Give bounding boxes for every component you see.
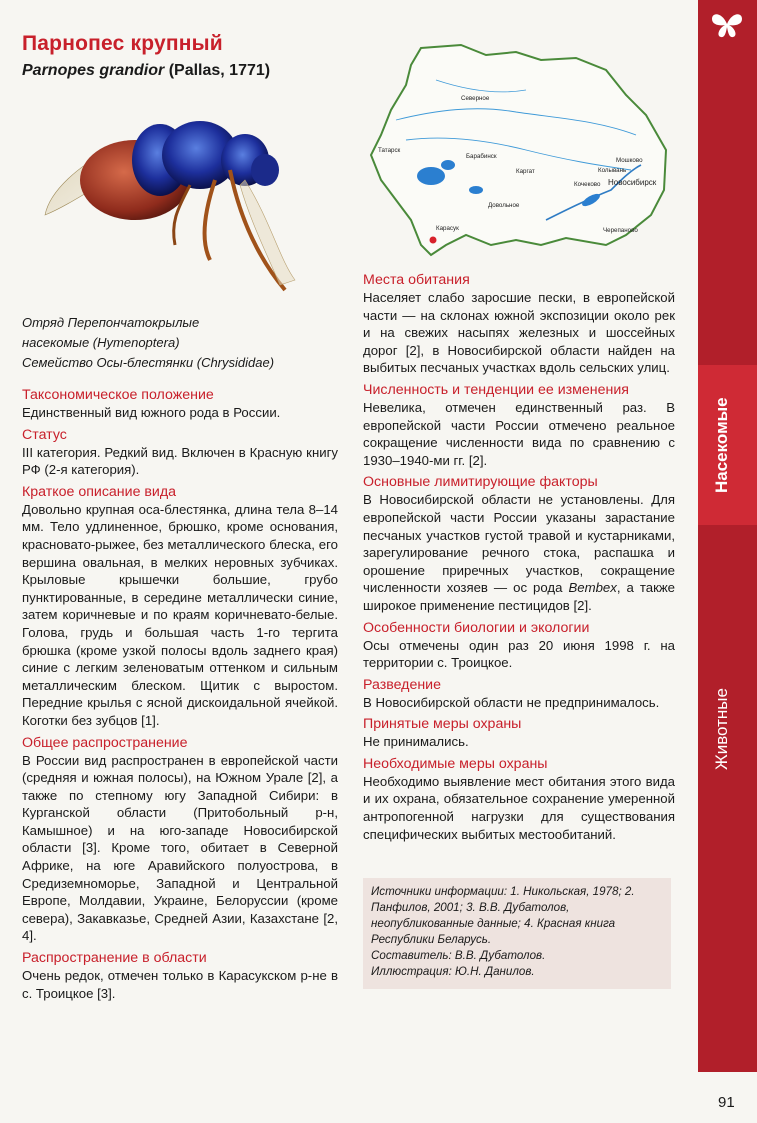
sources-compiler: Составитель: В.В. Дубатолов. [371, 949, 546, 962]
wasp-illustration [40, 110, 300, 310]
section-heading: Необходимые меры охраны [363, 755, 548, 772]
taxonomy-order: Отряд Перепончатокрылые [22, 315, 200, 330]
section-heading: Распространение в области [22, 950, 207, 967]
map-label: Кочеково [574, 181, 601, 188]
section-text: В России вид распространен в европейской части (средняя и южная полосы), на Южном Урале [2], а также по степному югу Западной Сибири: в Курганской области (Притобольный р-н, Камышное) и на юго-западе Новосибирской области [3]. Кроме того, обитает в Северной Африке, на юге Аравийского полуострова, в Средиземноморье, Западной и Центральной Европе, Молдавии, Украине, Белоруссии (кроме севера), Закавказье, Средней Азии, Казахстане [2, 4]. [22, 752, 338, 944]
sources-info: Источники информации: 1. Никольская, 1978; 2. Панфилов, 2001; 3. В.В. Дубатолов, неопубликованные данные; 4. Красная книга Республики Беларусь. [371, 885, 635, 946]
section-text: Невелика, отмечен единственный раз. В европейской части России отмечено реальное сокращение численности вида по сравнению с 1930–1940-ми гг. [2]. [363, 399, 675, 468]
map-label: Каргат [516, 168, 535, 175]
section-text: Не принимались. [363, 734, 469, 750]
taxonomy-family: Семейство Осы-блестянки (Chrysididae) [22, 355, 275, 370]
section-heading: Краткое описание вида [22, 483, 177, 500]
map-label: Черепаново [603, 227, 638, 234]
sources-illustration: Иллюстрация: Ю.Н. Данилов. [371, 965, 535, 978]
section-sidebar [698, 0, 757, 1072]
section-text: В Новосибирской области не установлены. Для европейской части России указаны зарастание песчаных участков густой травой и кустарниками, зарегулирование речного стока, распашка и орошение приречных участков, сокращение численности хозяев — ос рода Bembex, а также широкое применение пестицидов [2]. [363, 492, 675, 613]
sidebar-kingdom: Животные [712, 688, 731, 770]
section-heading: Численность и тенденции ее изменения [363, 381, 629, 398]
section-text: Необходимо выявление мест обитания этого вида и их охрана, обязательное сохранение умеренной антропогенной нагрузки для существования специфических выбитых местообитаний. [363, 773, 675, 842]
map-label: Татарск [378, 147, 401, 154]
taxonomy-block [22, 313, 342, 373]
sidebar-category-band [698, 365, 757, 525]
page-number: 91 [718, 1094, 735, 1111]
section-text: Осы отмечены один раз 20 июня 1998 г. на территории с. Троицкое. [363, 637, 675, 671]
distribution-map [366, 40, 672, 268]
section-text: Единственный вид южного рода в России. [22, 405, 281, 420]
sources-box [363, 878, 671, 989]
map-label: Довольное [488, 202, 520, 209]
species-title: Парнопес крупный [22, 32, 223, 55]
section-heading: Места обитания [363, 272, 470, 288]
map-label: Мошково [616, 157, 643, 164]
sidebar-category: Насекомые [712, 397, 731, 493]
section-text: Довольно крупная оса-блестянка, длина тела 8–14 мм. Тело удлиненное, брюшко, кроме основания, красновато-рыжее, без металлического блеска, его вершина овальная, в мелких неровных зубчиках. Крыловые крышечки большие, грубо пунктированные, в середине металлически синие, затем коричневые и по краям коричневато-белые. Голова, грудь и большая часть 1-го тергита брюшка (кроме узкой полосы вдоль заднего края) синие с легким зеленоватым оттенком и сильным металлическим блеском. Щитик с выростом. Передние крылья с ясной дискоидальной ячейкой. Коготки без зубцов [1]. [22, 501, 338, 728]
section-heading: Особенности биологии и экологии [363, 619, 590, 636]
section-heading: Общее распространение [22, 734, 188, 751]
map-label: Новосибирск [608, 178, 657, 187]
latin-author: (Pallas, 1771) [168, 62, 271, 79]
latin-binomial: Parnopes grandior [22, 62, 165, 79]
left-column [22, 386, 338, 1006]
occurrence-marker [430, 237, 437, 244]
section-heading: Основные лимитирующие факторы [363, 474, 598, 491]
map-label: Барабинск [466, 153, 497, 160]
map-label: Колывань [598, 167, 627, 174]
species-latin-name [22, 62, 270, 80]
section-text: Очень редок, отмечен только в Карасукском р-не в с. Троицкое [3]. [22, 968, 338, 1001]
section-heading: Разведение [363, 676, 442, 693]
map-label: Карасук [436, 225, 459, 232]
taxonomy-order-latin: насекомые (Hymenoptera) [22, 335, 180, 350]
section-text: Населяет слабо заросшие пески, в европейской части — на склонах южной экспозиции около рек и на свежих насыпях железных и шоссейных дорог [2], в Новосибирской области найден на выбитых песчаных участках вдоль сельских улиц. [363, 290, 675, 376]
section-text: В Новосибирской области не предпринималось. [363, 694, 660, 710]
right-column [363, 271, 675, 847]
butterfly-icon [710, 10, 744, 40]
section-heading: Статус [22, 426, 67, 443]
section-text: III категория. Редкий вид. Включен в Красную книгу РФ (2-я категория). [22, 444, 338, 478]
section-heading: Принятые меры охраны [363, 716, 522, 733]
section-heading: Таксономическое положение [22, 387, 214, 403]
map-label: Северное [461, 95, 490, 102]
